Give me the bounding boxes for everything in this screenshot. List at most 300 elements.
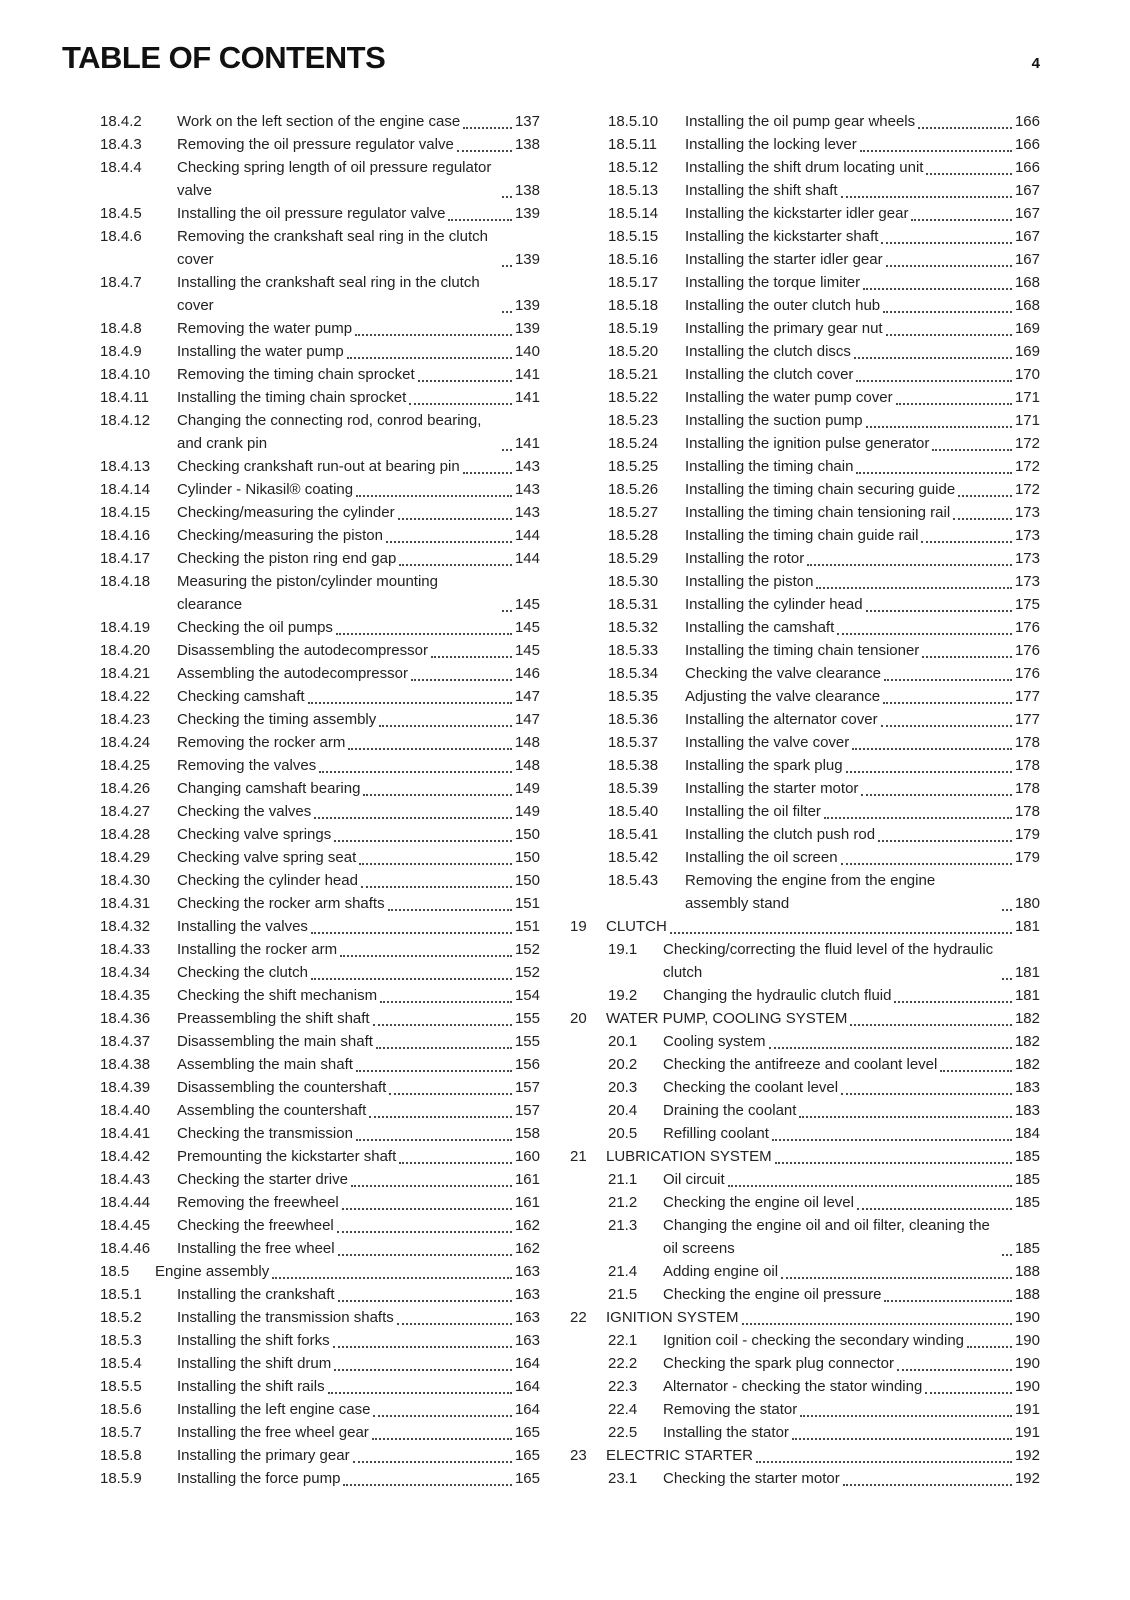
toc-entry-number: 18.5.24 (608, 435, 659, 452)
toc-entry-18.5.25[interactable] (570, 455, 1040, 478)
toc-leader-dots (336, 633, 512, 635)
toc-entry-18.4.29[interactable] (62, 846, 540, 869)
toc-entry-number: 18.5.13 (608, 182, 659, 199)
toc-entry-18.4.30[interactable] (62, 869, 540, 892)
toc-entry-18.5.7[interactable] (62, 1421, 540, 1444)
toc-entry-18.4.31[interactable] (62, 892, 540, 915)
toc-entry-title: Checking the oil pumps (177, 619, 333, 636)
toc-entry-20.5[interactable] (570, 1122, 1040, 1145)
toc-leader-dots (398, 518, 512, 520)
toc-entry-title: Installing the oil screen (685, 849, 838, 866)
toc-entry-18.4.7[interactable] (62, 271, 540, 317)
toc-leader-dots (369, 1116, 512, 1118)
toc-entry-number: 18.5.8 (100, 1447, 142, 1464)
toc-entry-21.2[interactable] (570, 1191, 1040, 1214)
toc-entry-18.5.4[interactable] (62, 1352, 540, 1375)
toc-entry-number: 18.5.21 (608, 366, 659, 383)
toc-entry-title: Installing the suction pump (685, 412, 863, 429)
toc-entry-18.5.3[interactable] (62, 1329, 540, 1352)
toc-entry-title: Checking the starter motor (663, 1470, 840, 1487)
toc-entry-18.5.26[interactable] (570, 478, 1040, 501)
toc-leader-dots (314, 817, 512, 819)
toc-entry-page: 148 (514, 734, 540, 751)
toc-entry-18.4.38[interactable] (62, 1053, 540, 1076)
toc-entry-23[interactable] (570, 1444, 1040, 1467)
toc-entry-title: Checking the antifreeze and coolant level (663, 1056, 938, 1073)
toc-entry-number: 18.4.31 (100, 895, 151, 912)
toc-entry-page: 146 (514, 665, 540, 682)
toc-leader-dots (800, 1415, 1012, 1417)
toc-entry-18.4.21[interactable] (62, 662, 540, 685)
toc-entry-18.5.23[interactable] (570, 409, 1040, 432)
toc-entry-title: Refilling coolant (663, 1125, 769, 1142)
toc-entry-22[interactable] (570, 1306, 1040, 1329)
toc-entry-21.5[interactable] (570, 1283, 1040, 1306)
toc-entry-18.5.30[interactable] (570, 570, 1040, 593)
toc-entry-18.4.41[interactable] (62, 1122, 540, 1145)
toc-leader-dots (388, 909, 512, 911)
toc-leader-dots (816, 587, 1012, 589)
toc-entry-18.5.31[interactable] (570, 593, 1040, 616)
toc-entry-18.5.1[interactable] (62, 1283, 540, 1306)
toc-entry-18.4.19[interactable] (62, 616, 540, 639)
toc-entry-21[interactable] (570, 1145, 1040, 1168)
toc-leader-dots (856, 380, 1012, 382)
toc-leader-dots (359, 863, 512, 865)
toc-entry-18.5.29[interactable] (570, 547, 1040, 570)
toc-entry-number: 18.4.9 (100, 343, 142, 360)
toc-entry-number: 22.5 (608, 1424, 638, 1441)
toc-entry-19.1[interactable] (570, 938, 1040, 984)
toc-entry-title: Preassembling the shift shaft (177, 1010, 370, 1027)
toc-entry-18.4.25[interactable] (62, 754, 540, 777)
toc-entry-title: Installing the shift forks (177, 1332, 330, 1349)
toc-entry-number: 18.5.1 (100, 1286, 142, 1303)
toc-entry-page: 190 (1014, 1309, 1040, 1326)
toc-entry-18.4.34[interactable] (62, 961, 540, 984)
toc-entry-18.4.46[interactable] (62, 1237, 540, 1260)
toc-leader-dots (397, 1323, 512, 1325)
toc-leader-dots (502, 265, 512, 267)
page-title: TABLE OF CONTENTS (62, 40, 386, 75)
toc-entry-number: 18.4.10 (100, 366, 151, 383)
toc-entry-title: Cylinder - Nikasil® coating (177, 481, 354, 498)
toc-entry-page: 163 (514, 1263, 540, 1280)
toc-entry-18.4.11[interactable] (62, 386, 540, 409)
toc-entry-number: 18.5.3 (100, 1332, 142, 1349)
toc-entry-page: 171 (1014, 412, 1040, 429)
toc-entry-page: 190 (1014, 1355, 1040, 1372)
toc-entry-18.5.39[interactable] (570, 777, 1040, 800)
toc-leader-dots (1002, 909, 1012, 911)
toc-leader-dots (457, 150, 512, 152)
toc-leader-dots (769, 1047, 1012, 1049)
toc-leader-dots (772, 1139, 1012, 1141)
toc-entry-22.3[interactable] (570, 1375, 1040, 1398)
toc-entry-title: Installing the force pump (177, 1470, 341, 1487)
toc-entry-page: 183 (1014, 1102, 1040, 1119)
toc-leader-dots (922, 656, 1012, 658)
toc-entry-18.5.16[interactable] (570, 248, 1040, 271)
toc-entry-title: WATER PUMP, COOLING SYSTEM (606, 1010, 848, 1027)
toc-entry-number: 21.4 (608, 1263, 638, 1280)
toc-entry-18.4.17[interactable] (62, 547, 540, 570)
toc-leader-dots (846, 771, 1012, 773)
toc-leader-dots (953, 518, 1012, 520)
toc-entry-18.4.44[interactable] (62, 1191, 540, 1214)
toc-entry-title: Installing the clutch cover (685, 366, 854, 383)
toc-entry-title: Installing the shift rails (177, 1378, 325, 1395)
toc-entry-number: 18.4.22 (100, 688, 151, 705)
toc-entry-20.3[interactable] (570, 1076, 1040, 1099)
toc-entry-number: 18.5.7 (100, 1424, 142, 1441)
toc-entry-page: 155 (514, 1033, 540, 1050)
toc-leader-dots (807, 564, 1012, 566)
toc-entry-21.3[interactable] (570, 1214, 1040, 1260)
toc-entry-18.4.27[interactable] (62, 800, 540, 823)
toc-entry-18.5.9[interactable] (62, 1467, 540, 1490)
toc-entry-title: Removing the crankshaft seal ring in the clutch cover (177, 228, 488, 268)
toc-entry-number: 18.4.27 (100, 803, 151, 820)
toc-entry-title: Installing the left engine case (177, 1401, 371, 1418)
toc-entry-20[interactable] (570, 1007, 1040, 1030)
toc-entry-18.5.28[interactable] (570, 524, 1040, 547)
toc-entry-18.5.8[interactable] (62, 1444, 540, 1467)
toc-leader-dots (502, 449, 512, 451)
toc-leader-dots (502, 196, 512, 198)
toc-leader-dots (781, 1277, 1012, 1279)
toc-entry-18.4.28[interactable] (62, 823, 540, 846)
toc-entry-title: Removing the stator (663, 1401, 798, 1418)
toc-entry-18.4.3[interactable] (62, 133, 540, 156)
toc-entry-18.4.4[interactable] (62, 156, 540, 202)
toc-entry-title: Checking crankshaft run-out at bearing pin (177, 458, 460, 475)
toc-entry-18.4.5[interactable] (62, 202, 540, 225)
toc-entry-18.5.32[interactable] (570, 616, 1040, 639)
toc-entry-page: 145 (514, 596, 540, 613)
toc-entry-title: Disassembling the autodecompressor (177, 642, 428, 659)
toc-entry-18.5.42[interactable] (570, 846, 1040, 869)
toc-entry-title: Checking the valve clearance (685, 665, 881, 682)
toc-leader-dots (431, 656, 512, 658)
toc-entry-number: 21 (570, 1148, 587, 1165)
toc-entry-18.4.20[interactable] (62, 639, 540, 662)
toc-entry-18.4.32[interactable] (62, 915, 540, 938)
toc-entry-18.5.18[interactable] (570, 294, 1040, 317)
toc-entry-title: Removing the valves (177, 757, 317, 774)
toc-entry-title: Installing the timing chain tensioning rail (685, 504, 951, 521)
toc-entry-19.2[interactable] (570, 984, 1040, 1007)
toc-entry-page: 185 (1014, 1171, 1040, 1188)
toc-entry-page: 149 (514, 780, 540, 797)
toc-entry-18.5.41[interactable] (570, 823, 1040, 846)
toc-entry-title: Work on the left section of the engine case (177, 113, 461, 130)
toc-entry-title: Installing the crankshaft (177, 1286, 335, 1303)
toc-entry-18.5.13[interactable] (570, 179, 1040, 202)
toc-leader-dots (379, 725, 512, 727)
toc-entry-page: 144 (514, 527, 540, 544)
toc-entry-number: 18.4.12 (100, 412, 151, 429)
toc-entry-title: Changing the hydraulic clutch fluid (663, 987, 892, 1004)
toc-leader-dots (373, 1024, 512, 1026)
toc-leader-dots (338, 1254, 512, 1256)
toc-entry-number: 18.4.25 (100, 757, 151, 774)
toc-entry-number: 19.2 (608, 987, 638, 1004)
toc-entry-18.4.10[interactable] (62, 363, 540, 386)
toc-entry-page: 167 (1014, 205, 1040, 222)
toc-leader-dots (841, 1093, 1012, 1095)
toc-entry-title: Draining the coolant (663, 1102, 797, 1119)
toc-entry-page: 150 (514, 849, 540, 866)
toc-entry-page: 176 (1014, 642, 1040, 659)
toc-entry-18.5.43[interactable] (570, 869, 1040, 915)
toc-entry-18.4.14[interactable] (62, 478, 540, 501)
toc-entry-page: 167 (1014, 251, 1040, 268)
toc-entry-number: 18.4.46 (100, 1240, 151, 1257)
toc-entry-22.5[interactable] (570, 1421, 1040, 1444)
toc-entry-number: 18.4.40 (100, 1102, 151, 1119)
toc-entry-page: 166 (1014, 159, 1040, 176)
toc-entry-22.4[interactable] (570, 1398, 1040, 1421)
toc-entry-page: 141 (514, 435, 540, 452)
toc-entry-title: Installing the free wheel (177, 1240, 335, 1257)
toc-entry-18.5.10[interactable] (570, 110, 1040, 133)
toc-entry-number: 18.5.15 (608, 228, 659, 245)
toc-entry-page: 149 (514, 803, 540, 820)
toc-entry-number: 18.4.11 (100, 389, 149, 406)
toc-entry-page: 170 (1014, 366, 1040, 383)
toc-entry-page: 163 (514, 1309, 540, 1326)
toc-entry-number: 18.4.30 (100, 872, 151, 889)
toc-entry-18.5.12[interactable] (570, 156, 1040, 179)
toc-entry-title: Checking the shift mechanism (177, 987, 378, 1004)
toc-entry-18.4.45[interactable] (62, 1214, 540, 1237)
toc-leader-dots (775, 1162, 1012, 1164)
toc-entry-page: 175 (1014, 596, 1040, 613)
toc-leader-dots (399, 564, 512, 566)
toc-entry-18.4.37[interactable] (62, 1030, 540, 1053)
toc-entry-page: 173 (1014, 504, 1040, 521)
toc-entry-18.5.2[interactable] (62, 1306, 540, 1329)
toc-entry-number: 18.4.14 (100, 481, 151, 498)
toc-entry-18.4.9[interactable] (62, 340, 540, 363)
toc-entry-number: 18.5.30 (608, 573, 659, 590)
toc-entry-18.4.15[interactable] (62, 501, 540, 524)
toc-entry-title: Installing the kickstarter shaft (685, 228, 879, 245)
toc-entry-18.5.22[interactable] (570, 386, 1040, 409)
toc-entry-18.5.6[interactable] (62, 1398, 540, 1421)
toc-entry-title: Checking spring length of oil pressure regulator valve (177, 159, 492, 199)
toc-entry-title: Checking/correcting the fluid level of the hydraulic clutch (663, 941, 994, 981)
toc-entry-page: 182 (1014, 1033, 1040, 1050)
toc-entry-18.4.16[interactable] (62, 524, 540, 547)
toc-leader-dots (742, 1323, 1012, 1325)
toc-leader-dots (756, 1461, 1012, 1463)
toc-entry-title: Adjusting the valve clearance (685, 688, 881, 705)
toc-entry-18.5.36[interactable] (570, 708, 1040, 731)
toc-entry-20.4[interactable] (570, 1099, 1040, 1122)
toc-leader-dots (897, 1369, 1012, 1371)
toc-entry-number: 18.4.16 (100, 527, 151, 544)
toc-entry-18.4.36[interactable] (62, 1007, 540, 1030)
toc-entry-18.5.14[interactable] (570, 202, 1040, 225)
toc-entry-page: 139 (514, 205, 540, 222)
toc-entry-18.4.39[interactable] (62, 1076, 540, 1099)
toc-entry-18.5.27[interactable] (570, 501, 1040, 524)
toc-entry-title: Installing the valve cover (685, 734, 850, 751)
toc-entry-number: 18.5.42 (608, 849, 659, 866)
toc-entry-18.4.8[interactable] (62, 317, 540, 340)
toc-entry-page: 180 (1014, 895, 1040, 912)
toc-entry-18.5.17[interactable] (570, 271, 1040, 294)
toc-entry-18.5.37[interactable] (570, 731, 1040, 754)
toc-leader-dots (376, 1047, 512, 1049)
toc-entry-number: 22.3 (608, 1378, 638, 1395)
toc-leader-dots (866, 610, 1012, 612)
toc-entry-19[interactable] (570, 915, 1040, 938)
toc-entry-18.4.18[interactable] (62, 570, 540, 616)
toc-entry-18.5.5[interactable] (62, 1375, 540, 1398)
toc-entry-page: 164 (514, 1355, 540, 1372)
toc-entry-18.4.24[interactable] (62, 731, 540, 754)
toc-entry-number: 18.4.35 (100, 987, 151, 1004)
toc-entry-title: Installing the water pump cover (685, 389, 893, 406)
toc-leader-dots (861, 794, 1012, 796)
toc-entry-number: 18.5.17 (608, 274, 659, 291)
toc-entry-page: 150 (514, 872, 540, 889)
toc-entry-page: 192 (1014, 1470, 1040, 1487)
toc-entry-number: 18.5.6 (100, 1401, 142, 1418)
toc-entry-18.4.6[interactable] (62, 225, 540, 271)
toc-entry-page: 163 (514, 1286, 540, 1303)
toc-leader-dots (856, 472, 1012, 474)
toc-entry-20.2[interactable] (570, 1053, 1040, 1076)
toc-entry-page: 141 (514, 389, 540, 406)
toc-entry-title: Premounting the kickstarter shaft (177, 1148, 397, 1165)
toc-entry-title: Installing the shift shaft (685, 182, 838, 199)
toc-leader-dots (373, 1415, 512, 1417)
toc-entry-number: 18.5 (100, 1263, 130, 1280)
toc-entry-page: 185 (1014, 1240, 1040, 1257)
toc-leader-dots (886, 334, 1012, 336)
toc-entry-18.4.33[interactable] (62, 938, 540, 961)
toc-entry-number: 18.5.19 (608, 320, 659, 337)
toc-entry-18.5.40[interactable] (570, 800, 1040, 823)
toc-entry-18.5.33[interactable] (570, 639, 1040, 662)
toc-entry-18.5.20[interactable] (570, 340, 1040, 363)
toc-entry-title: Checking the engine oil pressure (663, 1286, 882, 1303)
toc-entry-page: 139 (514, 297, 540, 314)
toc-entry-22.2[interactable] (570, 1352, 1040, 1375)
toc-entry-18.5.15[interactable] (570, 225, 1040, 248)
toc-entry-page: 143 (514, 481, 540, 498)
toc-entry-title: Installing the free wheel gear (177, 1424, 369, 1441)
toc-leader-dots (351, 1185, 512, 1187)
toc-entry-18.5.34[interactable] (570, 662, 1040, 685)
toc-entry-title: Alternator - checking the stator winding (663, 1378, 923, 1395)
toc-entry-18.5.11[interactable] (570, 133, 1040, 156)
toc-entry-page: 143 (514, 458, 540, 475)
toc-entry-page: 185 (1014, 1194, 1040, 1211)
toc-entry-22.1[interactable] (570, 1329, 1040, 1352)
toc-entry-page: 173 (1014, 527, 1040, 544)
toc-entry-number: 18.5.28 (608, 527, 659, 544)
toc-entry-23.1[interactable] (570, 1467, 1040, 1490)
toc-entry-21.4[interactable] (570, 1260, 1040, 1283)
toc-entry-18.4.2[interactable] (62, 110, 540, 133)
toc-entry-number: 18.4.45 (100, 1217, 151, 1234)
toc-entry-number: 18.5.43 (608, 872, 659, 889)
toc-entry-title: Checking the timing assembly (177, 711, 377, 728)
toc-entry-number: 20 (570, 1010, 587, 1027)
toc-entry-number: 19 (570, 918, 587, 935)
toc-entry-title: Oil circuit (663, 1171, 725, 1188)
toc-leader-dots (824, 817, 1012, 819)
toc-entry-number: 18.5.9 (100, 1470, 142, 1487)
toc-entry-page: 138 (514, 182, 540, 199)
toc-entry-18.5[interactable] (62, 1260, 540, 1283)
toc-entry-18.4.35[interactable] (62, 984, 540, 1007)
toc-entry-18.4.13[interactable] (62, 455, 540, 478)
toc-entry-18.5.21[interactable] (570, 363, 1040, 386)
toc-entry-page: 164 (514, 1378, 540, 1395)
toc-entry-title: Checking camshaft (177, 688, 305, 705)
toc-leader-dots (333, 1346, 512, 1348)
toc-entry-title: Checking the spark plug connector (663, 1355, 894, 1372)
toc-entry-18.4.43[interactable] (62, 1168, 540, 1191)
toc-entry-18.4.22[interactable] (62, 685, 540, 708)
toc-entry-number: 18.4.41 (100, 1125, 151, 1142)
toc-entry-page: 171 (1014, 389, 1040, 406)
toc-entry-page: 178 (1014, 757, 1040, 774)
toc-entry-title: Changing camshaft bearing (177, 780, 361, 797)
toc-entry-page: 147 (514, 688, 540, 705)
toc-entry-title: Installing the valves (177, 918, 308, 935)
toc-leader-dots (925, 1392, 1012, 1394)
toc-entry-18.4.42[interactable] (62, 1145, 540, 1168)
toc-entry-18.5.38[interactable] (570, 754, 1040, 777)
toc-entry-18.4.12[interactable] (62, 409, 540, 455)
toc-entry-18.4.23[interactable] (62, 708, 540, 731)
toc-leader-dots (463, 127, 512, 129)
toc-leader-dots (854, 357, 1012, 359)
toc-entry-18.5.24[interactable] (570, 432, 1040, 455)
toc-leader-dots (837, 633, 1012, 635)
toc-entry-number: 20.4 (608, 1102, 638, 1119)
toc-entry-18.5.35[interactable] (570, 685, 1040, 708)
toc-entry-21.1[interactable] (570, 1168, 1040, 1191)
toc-entry-18.4.40[interactable] (62, 1099, 540, 1122)
toc-entry-18.4.26[interactable] (62, 777, 540, 800)
toc-entry-number: 18.5.20 (608, 343, 659, 360)
toc-entry-page: 140 (514, 343, 540, 360)
toc-entry-page: 181 (1014, 964, 1040, 981)
toc-entry-18.5.19[interactable] (570, 317, 1040, 340)
toc-entry-page: 141 (514, 366, 540, 383)
toc-entry-page: 147 (514, 711, 540, 728)
toc-leader-dots (932, 449, 1012, 451)
toc-leader-dots (860, 150, 1012, 152)
toc-entry-number: 18.5.25 (608, 458, 659, 475)
toc-entry-page: 145 (514, 642, 540, 659)
toc-entry-number: 18.5.22 (608, 389, 659, 406)
toc-entry-page: 168 (1014, 297, 1040, 314)
toc-entry-page: 178 (1014, 734, 1040, 751)
toc-entry-20.1[interactable] (570, 1030, 1040, 1053)
toc-entry-number: 18.5.11 (608, 136, 657, 153)
toc-leader-dots (311, 932, 512, 934)
toc-entry-page: 139 (514, 251, 540, 268)
